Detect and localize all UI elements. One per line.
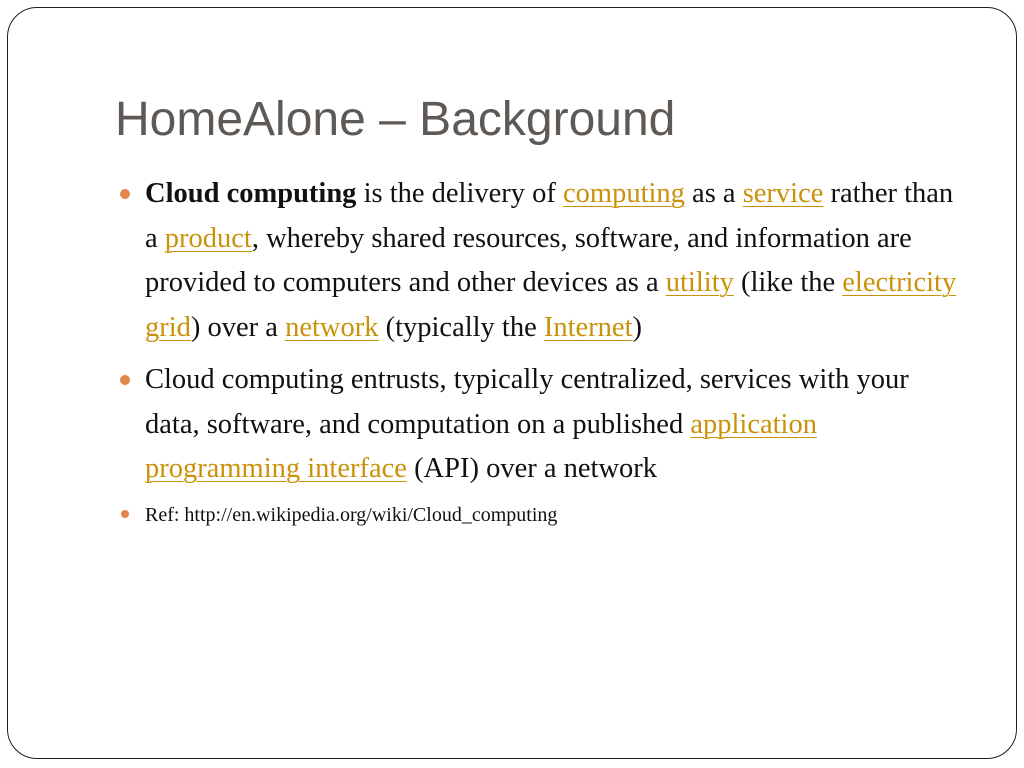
text-segment: (API) over a network	[406, 453, 658, 484]
reference-text: Ref: http://en.wikipedia.org/wiki/Cloud_computing	[145, 503, 558, 526]
link-electricity-grid[interactable]: electricity grid	[145, 267, 957, 343]
text-segment: )	[632, 311, 642, 343]
link-application-programming-interface[interactable]: application programming interface	[145, 408, 817, 484]
link-computing[interactable]: computing	[563, 178, 685, 209]
bullet-item-cloud-api	[116, 358, 966, 492]
bullet-dot-icon	[120, 375, 130, 385]
text-segment: as a	[684, 178, 743, 209]
bullet-list	[116, 172, 966, 530]
text-segment: ) over a	[190, 311, 286, 343]
text-segment: , whereby shared resources, software, and information are provided to computers and other devices as a	[145, 222, 912, 298]
text-segment: (typically the	[378, 311, 544, 343]
bold-term: Cloud computing	[145, 178, 357, 209]
text-segment: Cloud computing entrusts, typically centralized, services with your data, software, and computation on a published	[145, 364, 909, 440]
bullet-text	[145, 364, 909, 484]
link-product[interactable]: product	[164, 222, 252, 254]
text-segment: (like the	[733, 267, 843, 298]
link-internet[interactable]: Internet	[543, 311, 633, 343]
slide-title: HomeAlone – Background	[115, 93, 676, 146]
bullet-text	[145, 178, 956, 343]
bullet-item-cloud-definition	[116, 172, 966, 350]
link-utility[interactable]: utility	[665, 267, 734, 298]
bullet-item-reference	[116, 500, 966, 530]
link-network[interactable]: network	[285, 311, 379, 343]
bullet-dot-icon	[121, 510, 129, 518]
text-segment: rather than a	[145, 178, 954, 254]
link-service[interactable]: service	[742, 178, 824, 209]
bullet-dot-icon	[120, 189, 130, 199]
text-segment: is the delivery of	[356, 178, 564, 209]
slide	[7, 7, 1017, 759]
